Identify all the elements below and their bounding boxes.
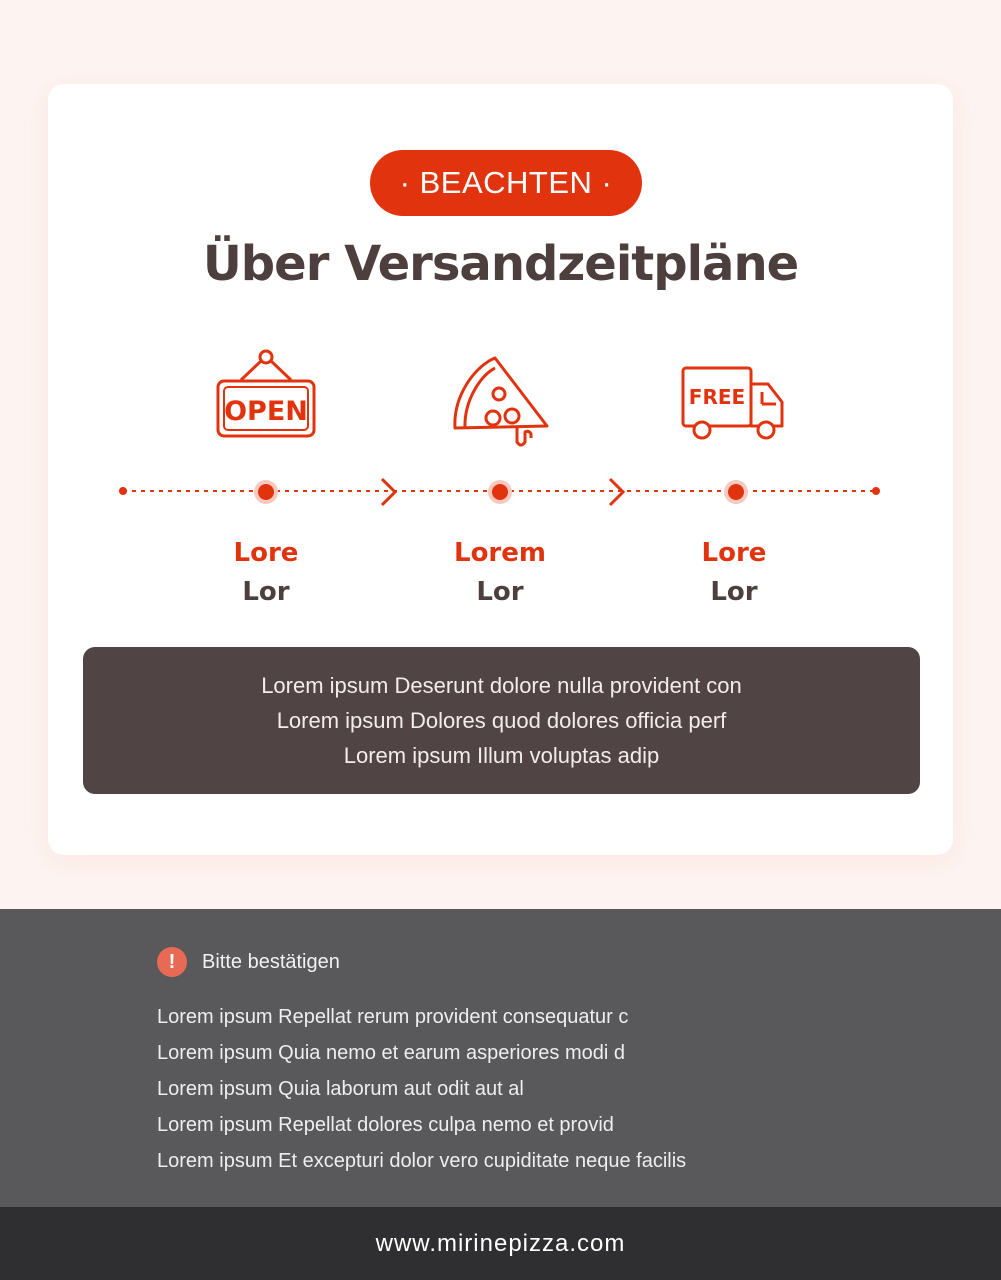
chevron-right-icon — [382, 479, 395, 505]
step-2-label — [400, 534, 600, 612]
step-3-title: Lore — [701, 538, 767, 568]
shipping-info-card — [48, 84, 953, 855]
step-1-label — [166, 534, 366, 612]
info-line: Lorem ipsum Dolores quod dolores officia perf — [276, 708, 727, 733]
note-item: Lorem ipsum Quia nemo et earum asperiores modi d — [157, 1042, 625, 1064]
info-line: Lorem ipsum Illum voluptas adip — [343, 743, 660, 768]
free-delivery-truck-icon — [678, 346, 788, 456]
timeline-end-dot — [119, 487, 127, 495]
step-2-subtitle: Lor — [476, 577, 524, 607]
info-box — [83, 647, 920, 794]
step-1-title: Lore — [233, 538, 299, 568]
info-line: Lorem ipsum Deserunt dolore nulla provident con — [261, 673, 742, 698]
step-2-title: Lorem — [454, 538, 546, 568]
step-marker — [258, 484, 274, 500]
open-sign-icon — [211, 346, 321, 456]
exclamation-icon: ! — [157, 947, 187, 977]
svg-text:OPEN: OPEN — [224, 396, 308, 427]
note-item: Lorem ipsum Repellat rerum provident consequatur c — [157, 1006, 629, 1028]
step-marker — [728, 484, 744, 500]
website-bar — [0, 1207, 1001, 1280]
step-marker — [492, 484, 508, 500]
pizza-slice-icon — [445, 346, 555, 456]
notice-badge: · BEACHTEN · — [370, 150, 642, 216]
shipping-timeline — [48, 464, 953, 514]
page-title: Über Versandzeitpläne — [202, 236, 799, 292]
step-1-subtitle: Lor — [242, 577, 290, 607]
step-3-label — [634, 534, 834, 612]
confirm-label: Bitte bestätigen — [202, 950, 340, 973]
step-3-subtitle: Lor — [710, 577, 758, 607]
timeline-end-dot — [872, 487, 880, 495]
confirm-header — [157, 947, 340, 977]
notes-list — [157, 999, 686, 1179]
note-item: Lorem ipsum Et excepturi dolor vero cupiditate neque facilis — [157, 1150, 687, 1172]
note-item: Lorem ipsum Repellat dolores culpa nemo et provid — [157, 1114, 614, 1136]
confirmation-panel — [0, 909, 1001, 1207]
svg-text:FREE: FREE — [688, 385, 746, 409]
website-link[interactable]: www.mirinepizza.com — [375, 1229, 626, 1257]
note-item: Lorem ipsum Quia laborum aut odit aut al — [157, 1078, 524, 1100]
